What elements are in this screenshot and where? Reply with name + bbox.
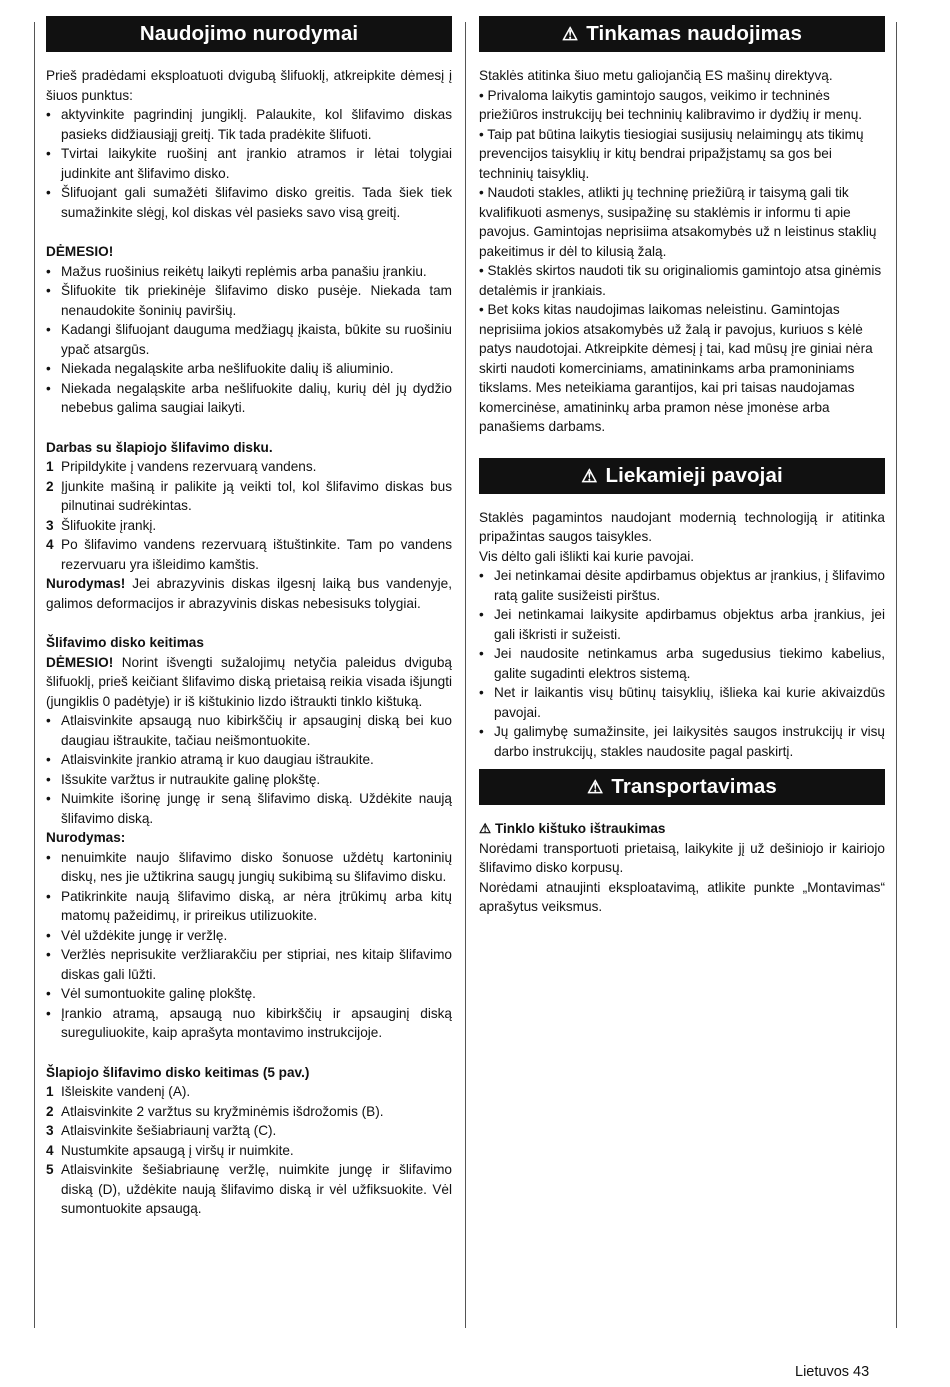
step-item <box>46 535 452 574</box>
step-number: 3 <box>46 1123 54 1138</box>
step-number: 2 <box>46 1103 54 1119</box>
list-item: • Jei netinkamai dėsite apdirbamus objektus ar įrankius, į šlifavimo ratą galite susižeisti pirštus. <box>479 566 885 605</box>
step-text: Įjunkite mašiną ir palikite ją veikti tol, kol šlifavimo diskas bus pilnutinai sudrėkintas. <box>61 478 452 513</box>
warning-icon: ⚠ <box>562 24 579 44</box>
paragraph: • Bet koks kitas naudojimas laikomas neleistinu. Gamintojas neprisiima jokios atsakomybės už žalą ir pavojus, kuriuos s kėlė patys naudotojai. Atkreipkite dėmesį į tai, kad mūsų įre giniai nėra skirti naudoti komerciniams, amatininkams arba pramoniniams tikslams. Mes neteikiama garantijos, kai pri taisas naudojamas komercinėse, amatininkų arba pramon nėse įmonėse arba panašiems darbams. <box>479 302 873 434</box>
transport-title: Transportavimas <box>611 775 777 798</box>
step-item <box>46 1121 452 1141</box>
right-column <box>479 16 885 917</box>
list-item: • Patikrinkite naują šlifavimo diską, ar nėra įtrūkimų arba kitų matomų pažeidimų, ir prireikus utilizuokite. <box>46 887 452 926</box>
residual-risks-header <box>479 458 885 494</box>
list-item: • Niekada negaląskite arba nešlifuokite dalių iš aliuminio. <box>46 359 452 379</box>
wet-disc-change-steps <box>46 1082 452 1219</box>
step-text: Pripildykite į vandens rezervuarą vandens. <box>61 459 317 474</box>
list-item: • Nuimkite išorinę jungę ir seną šlifavimo diską. Uždėkite naują šlifavimo diską. <box>46 789 452 828</box>
step-number: 4 <box>46 1142 54 1158</box>
step-number: 1 <box>46 1084 54 1099</box>
transport-subtitle-text: Tinklo kištuko ištraukimas <box>494 821 666 836</box>
note-label: Nurodymas! <box>46 576 126 591</box>
wet-disc-title: Darbas su šlapiojo šlifavimo disku. <box>46 439 273 455</box>
proper-use-section <box>479 66 885 437</box>
step-number: 2 <box>46 478 54 494</box>
left-column-rule <box>34 22 35 1328</box>
step-text: Atlaisvinkite šešiabriaunį varžtą (C). <box>61 1123 277 1138</box>
step-text: Atlaisvinkite šešiabriaunę veržlę, nuimkite jungę ir šlifavimo diską (D), uždėkite naują šlifavimo diską ir vėl užfiksuokite. Vėl sumontuokite apsaugą. <box>61 1162 452 1216</box>
list-item: • aktyvinkite pagrindinį jungiklį. Palaukite, kol šlifavimo diskas pasieks didžiausiąjį greitį. Tik tada pradėkite šlifuoti. <box>46 105 452 144</box>
disc-change-list <box>46 711 452 828</box>
list-item: • Išsukite varžtus ir nutraukite galinę plokštę. <box>46 770 452 790</box>
usage-intro-list <box>46 105 452 222</box>
step-item <box>46 477 452 516</box>
paragraph: • Taip pat būtina laikytis tiesiogiai susijusių nelaimingų ats tikimų prevencijos taisyklių ir kitų bendrai pripažįstamų sa gos bei techninių taisyklių. <box>479 126 864 181</box>
paragraph: Vis dėlto gali išlikti kai kurie pavojai. <box>479 548 695 564</box>
warning-icon: ⚠ <box>587 777 604 797</box>
attention-list <box>46 262 452 418</box>
list-item: • Mažus ruošinius reikėtų laikyti replėmis arba panašiu įrankiu. <box>46 262 452 282</box>
paragraph: • Privaloma laikytis gamintojo saugos, veikimo ir techninės priežiūros instrukcijų bei techninių kalibravimo ir dydžių ir menų. <box>479 87 863 122</box>
list-item: • Įrankio atramą, apsaugą nuo kibirkščių ir apsauginį diską sureguliuokite, kaip aprašyta montavimo instrukcijoje. <box>46 1004 452 1043</box>
step-number: 4 <box>46 537 54 552</box>
residual-risks-list <box>479 566 885 761</box>
wet-disc-steps <box>46 457 452 574</box>
list-item: • Net ir laikantis visų būtinų taisyklių, išlieka kai kurie akivaizdūs pavojai. <box>479 683 885 722</box>
note-text: Jei abrazyvinis diskas ilgesnį laiką bus vandenyje, galimos deformacijos ir abrazyvinis diskas nebesisuks tolygiai. <box>46 576 452 611</box>
page-footer: Lietuvos 43 <box>795 1364 870 1380</box>
step-item <box>46 1082 452 1102</box>
list-item: • nenuimkite naujo šlifavimo disko šonuose uždėtų kartoninių diskų, nes jie užtikrina saugų jungių sukibimą su šlifavimo disku. <box>46 848 452 887</box>
step-text: Po šlifavimo vandens rezervuarą ištuštinkite. Tam po vandens rezervuaru yra išleidimo kamštis. <box>61 537 452 572</box>
proper-use-title: Tinkamas naudojimas <box>586 22 802 45</box>
residual-risks-title: Liekamieji pavojai <box>605 463 783 487</box>
list-item: • Jų galimybę sumažinsite, jei laikysitės saugos instrukcijų ir visų darbo instrukcijų, stakles naudosite pagal paskirtį. <box>479 722 885 761</box>
transport-section <box>479 819 885 917</box>
list-item: • Kadangi šlifuojant daugumа medžiagų įkaista, būkite su ruošiniu ypač atsargūs. <box>46 320 452 359</box>
list-item: • Jei naudosite netinkamus arba sugedusius tiekimo kabelius, galite sugadinti elektros sistemą. <box>479 644 885 683</box>
transport-header <box>479 769 885 805</box>
paragraph: Staklės atitinka šiuo metu galiojančią ES mašinų direktyvą. <box>479 68 833 83</box>
warning-icon: ⚠ <box>479 821 492 836</box>
warning-icon: ⚠ <box>581 465 598 486</box>
paragraph: Staklės pagamintos naudojant modernią technologiją ir atitinka pripažintas saugos taisykles. <box>479 509 885 544</box>
paragraph: • Staklės skirtos naudoti tik su originaliomis gamintojo atsa ginėmis detalėmis ir įrankiais. <box>479 263 882 298</box>
usage-intro: Prieš pradėdami eksploatuoti dvigubą šlifuoklį, atkreipkite dėmesį į šiuos punktus: <box>46 68 452 103</box>
proper-use-header <box>479 16 885 52</box>
step-item <box>46 1141 452 1161</box>
residual-risks-section <box>479 508 885 762</box>
paragraph: Norėdami transportuoti prietaisą, laikykite jį už dešiniojo ir kairiojo šlifavimo disko korpusų. <box>479 840 885 875</box>
step-text: Nustumkite apsaugą į viršų ir nuimkite. <box>61 1142 294 1158</box>
attention-label: DĖMESIO! <box>46 654 114 670</box>
list-item: • Vėl uždėkite jungę ir veržlę. <box>46 926 452 946</box>
step-text: Šlifuokite įrankį. <box>61 517 157 533</box>
wet-disc-change-title: Šlapiojo šlifavimo disko keitimas (5 pav.) <box>46 1064 310 1080</box>
step-item <box>46 516 452 536</box>
left-column <box>46 16 452 1219</box>
step-number: 3 <box>46 517 54 533</box>
step-text: Išleiskite vandenį (A). <box>61 1084 191 1099</box>
usage-instructions-title: Naudojimo nurodymai <box>139 22 359 45</box>
list-item: • Atlaisvinkite įrankio atramą ir kuo daugiau ištraukite. <box>46 750 452 770</box>
right-column-rule <box>896 22 897 1328</box>
list-item: • Vėl sumontuokite galinę plokštę. <box>46 984 452 1004</box>
list-item: • Jei netinkamai laikysite apdirbamus objektus arba įrankius, jei gali iškristi ir sužeisti. <box>479 605 885 644</box>
usage-instructions-header <box>46 16 452 52</box>
list-item: • Tvirtai laikykite ruošinį ant įrankio atramos ir lėtai tolygiai judinkite ant šlifavimo disko. <box>46 144 452 183</box>
list-item: • Šlifuokite tik priekinėje šlifavimo disko pusėje. Niekada tam nenaudokite šoninių paviršių. <box>46 281 452 320</box>
paragraph: Norėdami atnaujinti eksploatavimą, atlikite punkte „Montavimas“ aprašytus veiksmus. <box>479 879 885 914</box>
step-item <box>46 1160 452 1219</box>
notes-label: Nurodymas: <box>46 830 126 845</box>
wet-disc-note <box>46 574 452 613</box>
step-text: Atlaisvinkite 2 varžtus su kryžminėmis išdrožomis (B). <box>61 1103 384 1119</box>
disc-change-attention <box>46 653 452 712</box>
attention-label: DĖMESIO! <box>46 244 114 259</box>
step-number: 1 <box>46 459 54 474</box>
center-column-rule <box>465 22 466 1328</box>
notes-list <box>46 848 452 1043</box>
list-item: • Niekada negaląskite arba nešlifuokite dalių, kurių dėl jų dydžio nebebus galima saugiai laikyti. <box>46 379 452 418</box>
paragraph: • Naudoti stakles, atlikti jų techninę priežiūrą ir taisymą gali tik kvalifikuoti asmenys, susipažinę su staklėmis ir informu ti apie pavojus. Gamintojas neprisiima atsakomybės už n leistinus staklių pakeitimus ir dėl to kilusią žalą. <box>479 185 877 259</box>
list-item: • Atlaisvinkite apsaugą nuo kibirkščių ir apsauginį diską bei kuo daugiau ištraukite, tačiau neišmontuokite. <box>46 711 452 750</box>
list-item: • Šlifuojant gali sumažėti šlifavimo disko greitis. Tada šiek tiek sumažinkite slėgį, kol diskas vėl pasieks savo visą greitį. <box>46 183 452 222</box>
step-item <box>46 457 452 477</box>
list-item: • Veržlės neprisukite veržliarakčiu per stipriai, nes kitaip šlifavimo diskas gali lūžti. <box>46 945 452 984</box>
disc-change-title: Šlifavimo disko keitimas <box>46 635 204 650</box>
usage-section <box>46 66 452 1219</box>
attention-text: Norint išvengti sužalojimų netyčia paleidus dvigubą šlifuoklį, prieš keičiant šlifavimo diską prietaisą reikia visada išjungti (jungiklis 0 padėtyje) ir iš kištukinio lizdo ištraukti tinklo kištuką. <box>46 654 452 709</box>
step-number: 5 <box>46 1162 54 1177</box>
step-item <box>46 1102 452 1122</box>
transport-subtitle <box>479 819 885 839</box>
